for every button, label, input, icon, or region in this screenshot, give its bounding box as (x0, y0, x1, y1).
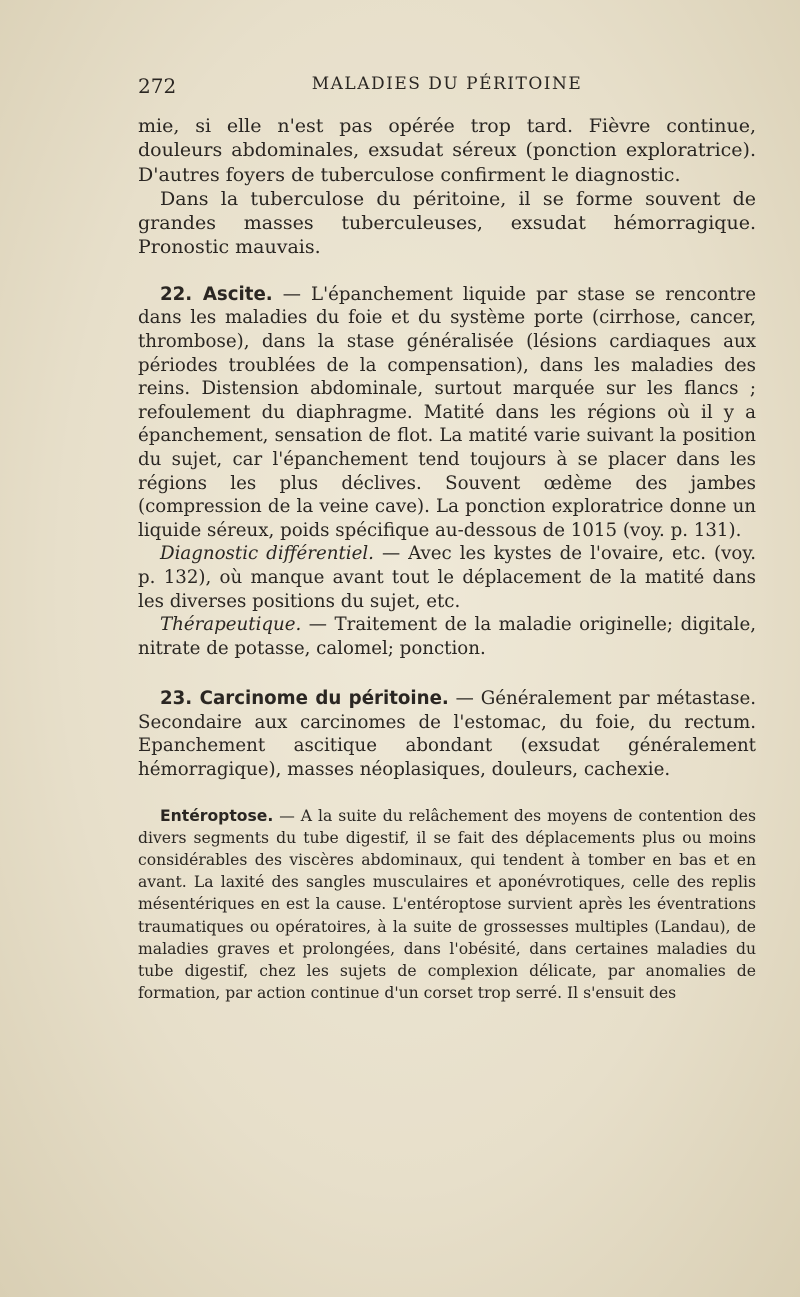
section-heading-carcinome: 23. Carcinome du péritoine. (160, 688, 449, 710)
section-text-ascite: — L'épanchement liquide par stase se rencontre dans les maladies du foie et du système porte (cirrhose, cancer, thrombose), dans la stase généralisée (lésions cardiaques aux périodes troublées de la compensation), dans les maladies des reins. Distension abdominale, surtout marquée sur les flancs ; refoulement du diaphragme. Matité dans les régions où il y a épanchement, sensation de flot. La matité varie suivant la position du sujet, car l'épanchement tend toujours à se placer dans les régions les plus déclives. Souvent œdème des jambes (compression de la veine cave). La ponction exploratrice donne un liquide séreux, poids spécifique au-dessous de 1015 (voy. p. 131). (138, 283, 757, 541)
section-enteroptose (138, 805, 756, 1005)
paragraph-tuberculosis-end: mie, si elle n'est pas opérée trop tard. Fièvre continue, douleurs abdominales, exsudat séreux (ponction exploratrice). D'autres foyers de tuberculose confirment le diagnostic. (138, 115, 756, 186)
page-number: 272 (138, 74, 177, 98)
page-body (138, 114, 756, 1004)
section-heading-ascite: 22. Ascite. (160, 283, 273, 305)
therapeutique-label: Thérapeutique. (160, 614, 302, 636)
section-carcinome (138, 687, 756, 781)
section-heading-enteroptose: Entéroptose. (160, 806, 274, 825)
page-header (138, 74, 756, 102)
diagnostic-label: Diagnostic différentiel. (160, 543, 374, 565)
therapeutique-text: — Traitement de la maladie originelle; digitale, nitrate de potasse, calomel; ponction. (138, 614, 756, 659)
diagnostic-text: — Avec les kystes de l'ovaire, etc. (voy. p. 132), où manque avant tout le déplacement de la matité dans les diverses positions du sujet, etc. (138, 543, 756, 612)
paragraph-therapeutique (138, 613, 756, 660)
paragraph-tuberculosis-masses: Dans la tuberculose du péritoine, il se forme souvent de grandes masses tuberculeuses, exsudat hémorragique. Pronostic mauvais. (138, 187, 756, 259)
section-text-carcinome: — Généralement par métastase. Secondaire aux carcinomes de l'estomac, du foie, du rectum. Epanchement ascitique abondant (exsudat généralement hémorragique), masses néoplasiques, douleurs, cachexie. (138, 688, 756, 781)
running-title: MALADIES DU PÉRITOINE (311, 74, 583, 94)
paragraph-diagnostic (138, 542, 756, 613)
section-text-enteroptose: — A la suite du relâchement des moyens de contention des divers segments du tube digestif, il se fait des déplacements plus ou moins considérables des viscères abdominaux, qui tendent à tomber en bas et en avant. La laxité des sangles musculaires et aponévrotiques, celle des replis mésentériques en est la cause. L'entéroptose survient après les éventrations traumatiques ou opératoires, à la suite de grossesses multiples (Landau), de maladies graves et prolongées, dans l'obésité, dans certaines maladies du tube digestif, chez les sujets de complexion délicate, par anomalies de formation, par action continue d'un corset trop serré. Il s'ensuit des (138, 806, 756, 1003)
section-ascite (138, 283, 756, 543)
